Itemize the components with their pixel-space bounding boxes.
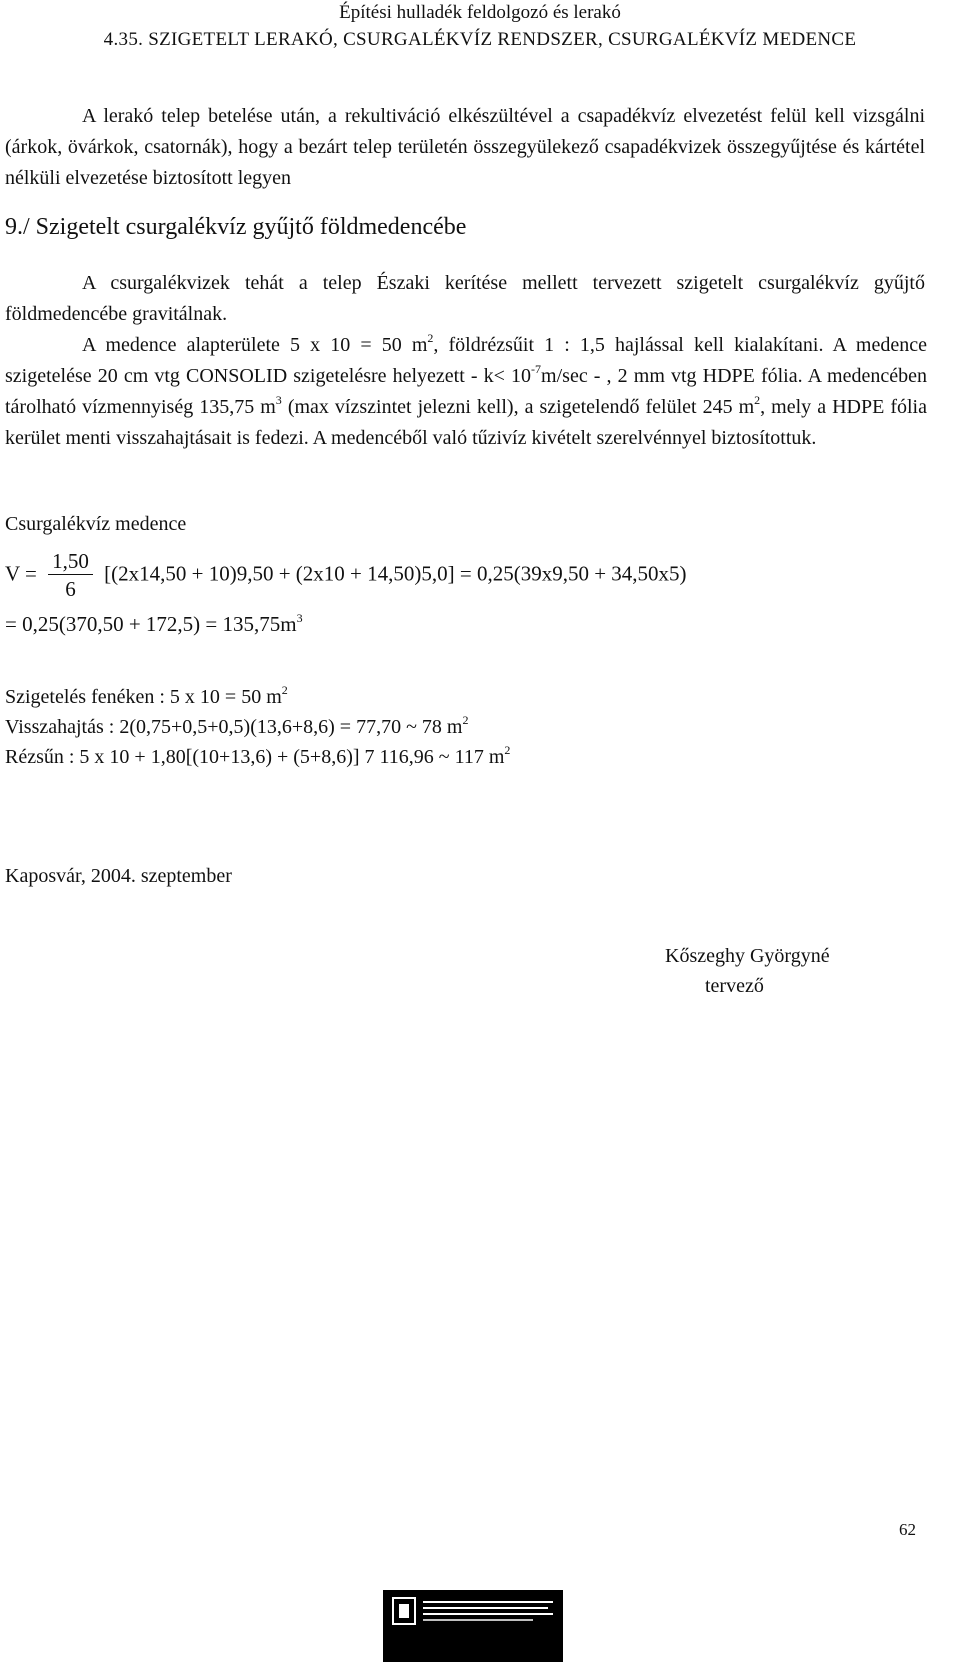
superscript: 2 [504, 743, 511, 757]
summary-fenek-text: Szigetelés fenéken : 5 x 10 = 50 m [5, 686, 282, 708]
paragraph-rekultivacio: A lerakó telep betelése után, a rekultiváció elkészültével a csapadékvíz elvezetést felül kell vizsgálni (árkok, övárkok, csatornák), hogy a bezárt telep területén összegyülekező csapadékvizek összegyűjtése és kártétel nélküli elvezetése biztosított legyen [5, 105, 925, 189]
date-line: Kaposvár, 2004. szeptember [5, 865, 232, 887]
summary-visszahajtas [5, 713, 469, 739]
summary-fenek [5, 683, 288, 709]
superscript: 3 [275, 393, 282, 407]
medence-area-text: A medence alapterülete 5 x 10 = 50 m [82, 334, 428, 356]
superscript: -7 [531, 362, 542, 376]
equation-result-text: = 0,25(370,50 + 172,5) = 135,75m [5, 612, 297, 636]
stamp-graphic-icon [383, 1590, 563, 1662]
stamp-logo [383, 1590, 563, 1662]
summary-rezsun [5, 743, 511, 769]
equation-lhs: V = [5, 561, 37, 586]
medence-insulation-text: , földrézsűit 1 : 1,5 hajlással kell kialakítani. A medence szigetelése 20 cm vtg CONSOLID szigetelésre helyezett - k< 10 [5, 334, 927, 387]
medence-firewater-text: , mely a HDPE fólia kerület menti visszahajtásait is fedezi. A medencéből való tűzivíz kivételt szerelvénnyel biztosítottuk. [5, 396, 927, 449]
fraction-numerator: 1,50 [48, 548, 93, 575]
paragraph-gravitalnak: A csurgalékvizek tehát a telep Északi kerítése mellett tervezett szigetelt csurgalékvíz gyűjtő földmedencébe gravitálnak. [5, 272, 925, 325]
paragraph-medence [5, 330, 927, 454]
header-section: 4.35. SZIGETELT LERAKÓ, CSURGALÉKVÍZ RENDSZER, CSURGALÉKVÍZ MEDENCE [103, 29, 857, 50]
page-number: 62 [899, 1520, 916, 1539]
superscript: 2 [281, 683, 288, 697]
signature-name: Kőszeghy Györgyné [665, 945, 830, 967]
calc-title: Csurgalékvíz medence [5, 513, 187, 535]
medence-foil-text: m/sec - , 2 mm vtg HDPE fólia. A medencében tárolható vízmennyiség 135,75 m [5, 365, 927, 418]
superscript: 3 [296, 611, 303, 625]
equation-rhs: [(2x14,50 + 10)9,50 + (2x10 + 14,50)5,0] = 0,25(39x9,50 + 34,50x5) [104, 561, 687, 586]
equation-fraction [48, 548, 93, 603]
section-heading: 9./ Szigetelt csurgalékvíz gyűjtő földmedencébe [5, 214, 467, 240]
fraction-denominator: 6 [65, 577, 76, 601]
summary-visszahajtas-text: Visszahajtás : 2(0,75+0,5+0,5)(13,6+8,6) = 77,70 ~ 78 m [5, 716, 463, 738]
superscript: 2 [754, 393, 761, 407]
header-title: Építési hulladék feldolgozó és lerakó [339, 2, 621, 23]
summary-rezsun-text: Rézsűn : 5 x 10 + 1,80[(10+13,6) + (5+8,6)] 7 116,96 ~ 117 m [5, 746, 505, 768]
equation-volume [5, 548, 687, 603]
superscript: 2 [462, 713, 469, 727]
medence-surface-text: (max vízszintet jelezni kell), a szigetelendő felület 245 m [281, 396, 755, 418]
superscript: 2 [427, 331, 434, 345]
signature-role: tervező [705, 975, 764, 997]
equation-result [5, 612, 303, 637]
